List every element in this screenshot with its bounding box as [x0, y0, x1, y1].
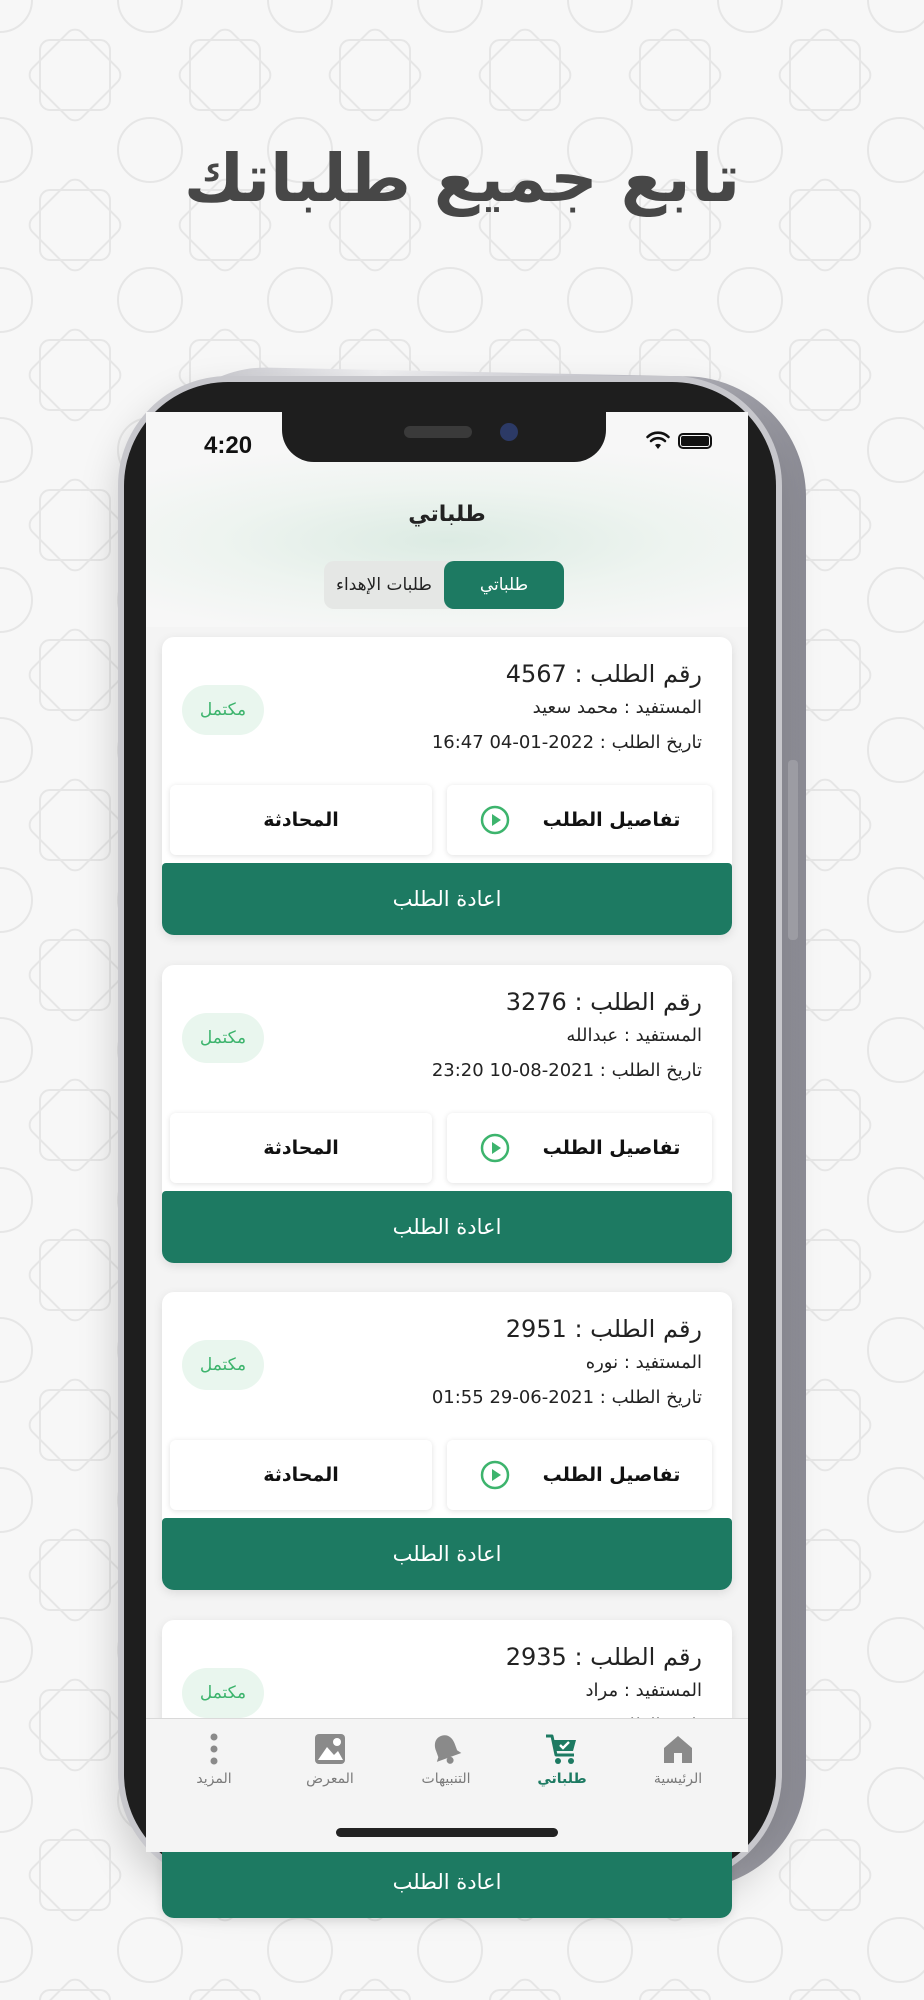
headline: تابع جميع طلباتك	[183, 140, 741, 217]
order-details-label: تفاصيل الطلب	[542, 809, 681, 831]
reorder-button[interactable]: اعادة الطلب	[162, 1518, 732, 1590]
phone-screen	[146, 412, 748, 1894]
status-badge: مكتمل	[182, 1668, 264, 1718]
home-indicator	[336, 1828, 558, 1837]
reorder-button[interactable]: اعادة الطلب	[162, 863, 732, 935]
order-date: تاريخ الطلب : 2022-01-04 16:47	[431, 732, 702, 753]
order-beneficiary: المستفيد : عبدالله	[566, 1025, 702, 1046]
status-badge: مكتمل	[182, 685, 264, 735]
notch	[282, 412, 606, 462]
tab-orders[interactable]	[507, 1731, 617, 1787]
tab-home[interactable]	[623, 1731, 733, 1787]
order-details-label: تفاصيل الطلب	[542, 1137, 681, 1159]
play-circle-icon	[479, 1132, 511, 1164]
status-time: 4:20	[204, 432, 253, 459]
tab-notifications[interactable]	[391, 1731, 501, 1787]
orders-list[interactable]	[146, 627, 748, 1894]
tab-orders-label: طلباتي	[537, 1771, 587, 1787]
order-card	[162, 1292, 732, 1590]
tab-gift-orders[interactable]: طلبات الإهداء	[336, 575, 432, 595]
reorder-button[interactable]: اعادة الطلب	[162, 1191, 732, 1263]
order-number: رقم الطلب : 3276	[505, 988, 702, 1016]
order-card	[162, 637, 732, 935]
chat-button[interactable]: المحادثة	[170, 1113, 432, 1183]
reorder-button[interactable]: اعادة الطلب	[162, 1846, 732, 1918]
battery-icon	[678, 433, 712, 449]
chat-button[interactable]: المحادثة	[170, 785, 432, 855]
status-badge: مكتمل	[182, 1013, 264, 1063]
orders-segmented-control	[324, 561, 564, 609]
tab-more-label: المزيد	[196, 1771, 232, 1787]
speaker	[404, 426, 472, 438]
home-icon	[660, 1731, 696, 1767]
tab-gallery[interactable]	[275, 1731, 385, 1787]
tab-more[interactable]	[159, 1731, 269, 1787]
order-number: رقم الطلب : 4567	[505, 660, 702, 688]
order-date: تاريخ الطلب : 2021-06-29 01:55	[431, 1387, 702, 1408]
tab-my-orders[interactable]: طلباتي	[444, 561, 564, 609]
wifi-icon	[646, 432, 670, 450]
order-number: رقم الطلب : 2935	[505, 1643, 702, 1671]
play-circle-icon	[479, 1459, 511, 1491]
order-details-label: تفاصيل الطلب	[542, 1464, 681, 1486]
image-icon	[312, 1731, 348, 1767]
page-title: طلباتي	[408, 502, 486, 527]
play-circle-icon	[479, 804, 511, 836]
tab-notifications-label: التنبيهات	[421, 1771, 471, 1787]
order-beneficiary: المستفيد : مراد	[585, 1680, 702, 1701]
bell-icon	[428, 1731, 464, 1767]
chat-button[interactable]: المحادثة	[170, 1440, 432, 1510]
order-number: رقم الطلب : 2951	[505, 1315, 702, 1343]
order-details-button[interactable]	[447, 785, 712, 855]
tab-home-label: الرئيسية	[653, 1771, 703, 1787]
status-icons	[646, 432, 712, 450]
more-icon	[196, 1731, 232, 1767]
camera	[500, 423, 518, 441]
status-badge: مكتمل	[182, 1340, 264, 1390]
order-card	[162, 965, 732, 1263]
power-button	[788, 760, 798, 940]
order-beneficiary: المستفيد : محمد سعيد	[532, 697, 702, 718]
order-date: تاريخ الطلب : 2021-08-10 23:20	[431, 1060, 702, 1081]
cart-icon	[544, 1731, 580, 1767]
order-beneficiary: المستفيد : نوره	[585, 1352, 702, 1373]
order-details-button[interactable]	[447, 1440, 712, 1510]
tab-gallery-label: المعرض	[306, 1771, 354, 1787]
order-details-button[interactable]	[447, 1113, 712, 1183]
